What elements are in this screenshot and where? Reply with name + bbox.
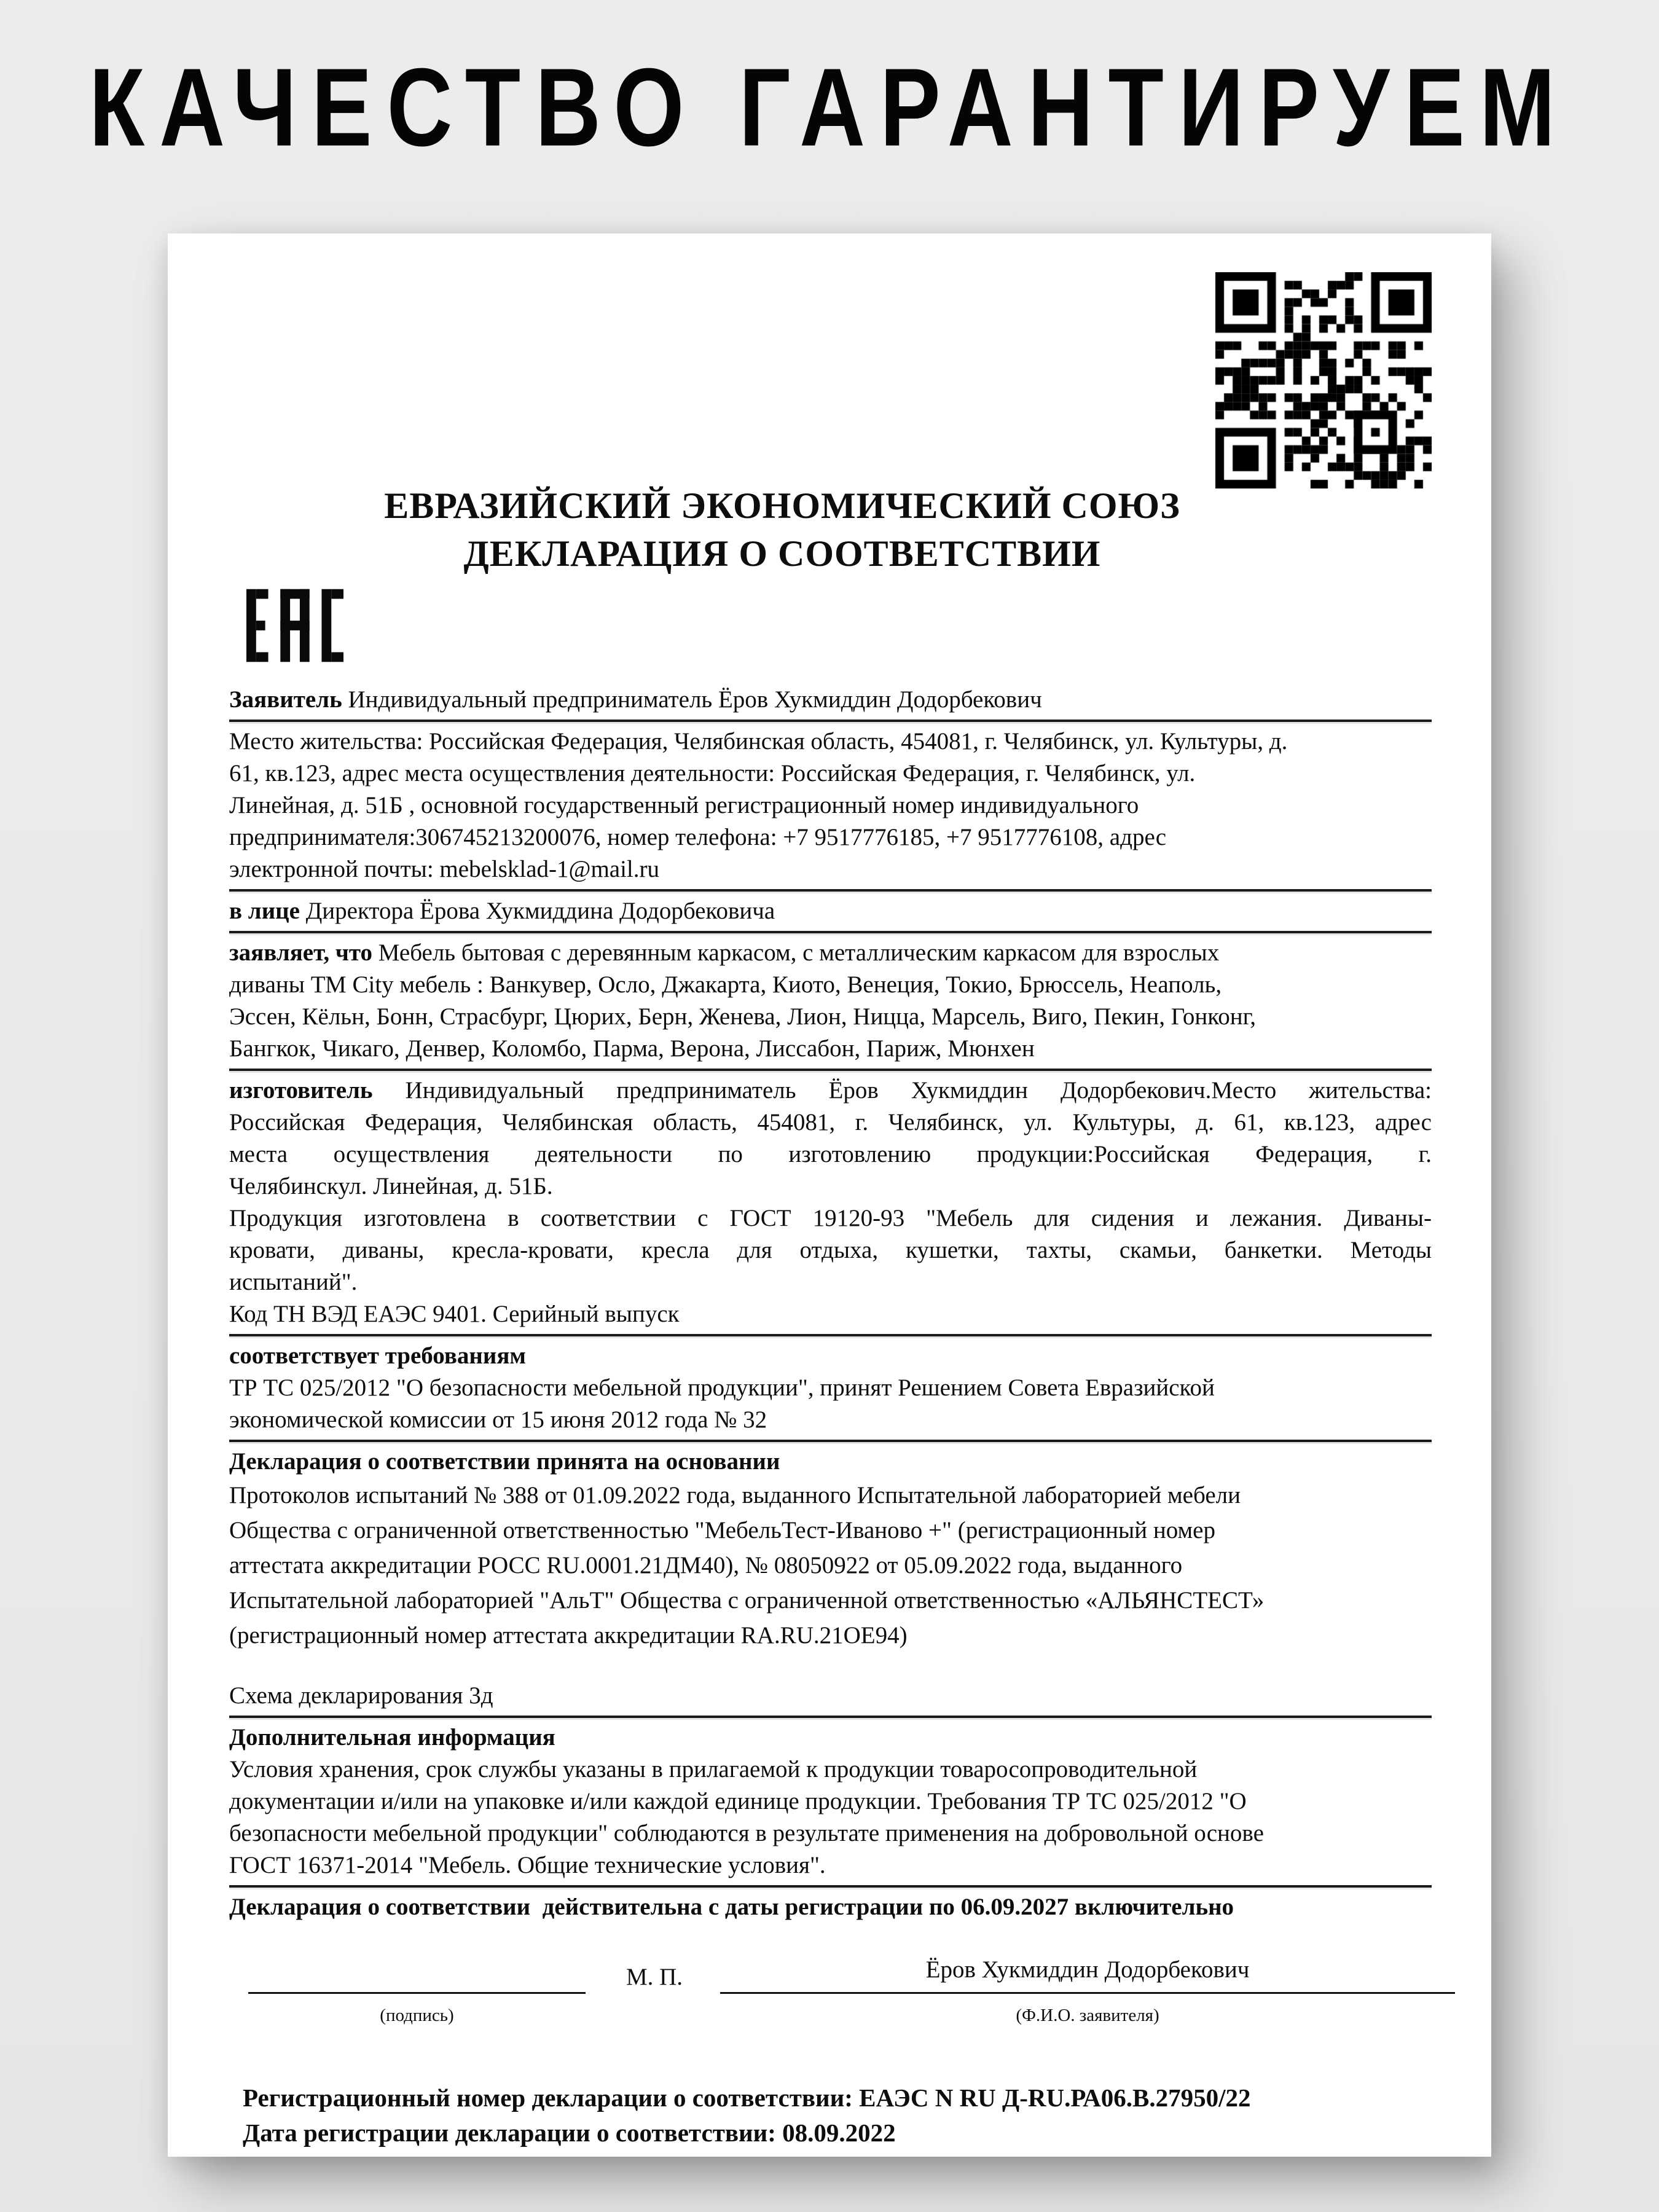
residence-paragraph (229, 726, 1432, 885)
union-title: ЕВРАЗИЙСКИЙ ЭКОНОМИЧЕСКИЙ СОЮЗ (384, 485, 1180, 526)
signature-caption: (подпись) (380, 2006, 454, 2025)
section-divider (229, 1716, 1432, 1718)
additional-info-heading: Дополнительная информация (229, 1724, 555, 1751)
meets-requirements-heading: соответствует требованиям (229, 1343, 526, 1369)
meets-requirements-paragraph (229, 1372, 1432, 1436)
text-line: Условия хранения, срок службы указаны в прилагаемой к продукции товаросопроводительной (229, 1756, 1198, 1783)
text-line: Бангкок, Чикаго, Денвер, Коломбо, Парма, Верона, Лиссабон, Париж, Мюнхен (229, 1035, 1035, 1062)
document-title: ДЕКЛАРАЦИЯ О СООТВЕТСТВИИ (463, 533, 1101, 574)
applicant-signature-name: Ёров Хукмиддин Додорбекович (925, 1956, 1250, 1983)
text-line: предпринимателя:306745213200076, номер телефона: +7 9517776185, +7 9517776108, адрес (229, 824, 1167, 850)
text-line: диваны ТМ City мебель : Ванкувер, Осло, Джакарта, Киото, Венеция, Токио, Брюссель, Неаполь, (229, 971, 1222, 998)
manufacturer-value: Индивидуальный предприниматель Ёров Хукмиддин Додорбекович.Место жительства: (405, 1077, 1432, 1104)
applicant-label: Заявитель (229, 686, 342, 713)
text-line: экономической комиссии от 15 июня 2012 года № 32 (229, 1406, 767, 1433)
represented-by-section (229, 895, 1432, 933)
production-paragraph (229, 1202, 1432, 1298)
text-line: Продукция изготовлена в соответствии с ГОСТ 19120-93 "Мебель для сидения и лежания. Диваны- (229, 1205, 1432, 1231)
residence-section (229, 726, 1432, 892)
section-divider (229, 1885, 1432, 1888)
validity-line: Декларация о соответствии действительна с даты регистрации по 06.09.2027 включительно (229, 1894, 1234, 1920)
section-divider (229, 1334, 1432, 1336)
additional-info-paragraph (229, 1754, 1432, 1881)
declares-first-line (229, 937, 1432, 969)
text-line: 61, кв.123, адрес места осуществления деятельности: Российская Федерация, г. Челябинск, ул. (229, 760, 1196, 786)
document-titles (205, 482, 1360, 578)
registration-date-line: Дата регистрации декларации о соответствии: 08.09.2022 (243, 2119, 896, 2147)
applicant-value: Индивидуальный предприниматель Ёров Хукмиддин Додорбекович (348, 686, 1042, 713)
declares-paragraph (229, 969, 1432, 1065)
signature-block (229, 1951, 1432, 2056)
qr-code-icon (1215, 272, 1432, 488)
section-divider (229, 720, 1432, 722)
text-line: Место жительства: Российская Федерация, Челябинская область, 454081, г. Челябинск, ул. Культуры, д. (229, 728, 1288, 755)
manufacturer-first-line (229, 1075, 1432, 1107)
text-line: ТР ТС 025/2012 "О безопасности мебельной продукции", принят Решением Совета Евразийской (229, 1375, 1215, 1401)
basis-paragraph (229, 1478, 1432, 1653)
text-line: безопасности мебельной продукции" соблюдаются в результате применения на добровольной основе (229, 1820, 1264, 1846)
text-line: документации и/или на упаковке и/или каждой единице продукции. Требования ТР ТС 025/2012 "О (229, 1788, 1247, 1814)
text-line: Испытательной лабораторией "АльТ" Общества с ограниченной ответственностью «АЛЬЯНСТЕСТ» (229, 1587, 1265, 1614)
text-line: аттестата аккредитации РОСС RU.0001.21ДМ40), № 08050922 от 05.09.2022 года, выданного (229, 1552, 1183, 1579)
text-line: кровати, диваны, кресла-кровати, кресла для отдыха, кушетки, тахты, скамьи, банкетки. Методы (229, 1237, 1432, 1263)
page-title: КАЧЕСТВО ГАРАНТИРУЕМ (88, 45, 1571, 170)
registration-block (229, 2081, 1432, 2151)
section-divider (229, 931, 1432, 933)
basis-heading: Декларация о соответствии принята на основании (229, 1448, 780, 1475)
text-line: (регистрационный номер аттестата аккредитации RA.RU.21ОЕ94) (229, 1622, 908, 1649)
section-divider (229, 889, 1432, 892)
text-line: Общества с ограниченной ответственностью "МебельТест-Иваново +" (регистрационный номер (229, 1517, 1215, 1543)
text-line: ГОСТ 16371-2014 "Мебель. Общие технические условия". (229, 1852, 826, 1878)
manufacturer-section (229, 1075, 1432, 1336)
registration-number-line: Регистрационный номер декларации о соответствии: ЕАЭС N RU Д-RU.РА06.В.27950/22 (243, 2084, 1251, 2112)
document-body (229, 684, 1432, 2151)
declares-value: Мебель бытовая с деревянным каркасом, с металлическим каркасом для взрослых (378, 939, 1220, 966)
manufacturer-label: изготовитель (229, 1077, 373, 1104)
text-line: Челябинскул. Линейная, д. 51Б. (229, 1173, 553, 1199)
declares-label: заявляет, что (229, 939, 372, 966)
represented-by-label: в лице (229, 898, 300, 924)
section-divider (229, 1440, 1432, 1442)
text-line: места осуществления деятельности по изготовлению продукции:Российская Федерация, г. (229, 1141, 1432, 1167)
name-caption: (Ф.И.О. заявителя) (1016, 2006, 1159, 2025)
tn-ved-code-line: Код ТН ВЭД ЕАЭС 9401. Серийный выпуск (229, 1301, 680, 1327)
text-line: Российская Федерация, Челябинская область, 454081, г. Челябинск, ул. Культуры, д. 61, кв.123, адрес (229, 1109, 1432, 1135)
text-line: Эссен, Кёльн, Бонн, Страсбург, Цюрих, Берн, Женева, Лион, Ницца, Марсель, Виго, Пекин, Гонконг, (229, 1003, 1256, 1030)
represented-by-line (229, 895, 1432, 927)
eac-logo-icon (246, 575, 343, 676)
text-line: электронной почты: mebelsklad-1@mail.ru (229, 856, 660, 882)
text-line: испытаний". (229, 1269, 358, 1295)
applicant-section (229, 684, 1432, 722)
meets-requirements-section (229, 1340, 1432, 1442)
name-line (720, 1992, 1455, 1994)
scheme-line: Схема декларирования 3д (229, 1682, 493, 1709)
represented-by-value: Директора Ёрова Хукмиддина Додорбековича (305, 898, 775, 924)
applicant-line (229, 684, 1432, 716)
stamp-placeholder: М. П. (626, 1964, 683, 1990)
text-line: Линейная, д. 51Б , основной государственный регистрационный номер индивидуального (229, 792, 1139, 818)
signature-line (248, 1992, 586, 1994)
basis-section (229, 1446, 1432, 1718)
manufacturer-paragraph (229, 1107, 1432, 1202)
section-divider (229, 1069, 1432, 1071)
declaration-document (168, 233, 1491, 2157)
text-line: Протоколов испытаний № 388 от 01.09.2022 года, выданного Испытательной лабораторией мебели (229, 1482, 1241, 1508)
declares-section (229, 937, 1432, 1071)
additional-info-section (229, 1722, 1432, 1888)
